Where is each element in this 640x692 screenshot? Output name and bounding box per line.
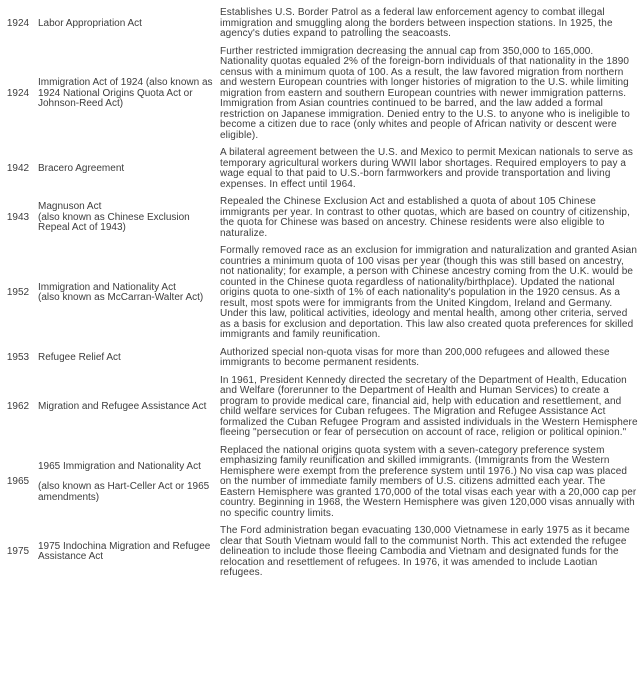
act-description: Establishes U.S. Border Patrol as a federal law enforcement agency to combat illegal immigration and smuggling along the borders between inspection stations. In 1925, the agency's duties expand to patrolling the seacoasts. <box>220 7 613 39</box>
act-description: Replaced the national origins quota system with a seven-category preference system emphasizing family reunification and skilled immigrants. (Immigrants from the Western Hemisphere were exempt from the preference system until 1976.) No visa cap was placed on the number of immediate family members of U.S. citizens admitted each year. The Eastern Hemisphere was granted 170,000 of the total visas each year with a 20,000 cap per country. Beginning in 1968, the Western Hemisphere was given 120,000 visas annually with no specific country limits. <box>220 444 637 519</box>
act-description: Authorized special non-quota visas for more than 200,000 refugees and allowed these immigrants to become permanent residents. <box>220 346 610 368</box>
act-name-cell <box>36 78 220 110</box>
year-label: 1962 <box>6 400 30 412</box>
act-description: A bilateral agreement between the U.S. and Mexico to permit Mexican nationals to serve as temporary agricultural workers during WWII labor shortages. Required employers to pay a wage equal to that paid to U.S.-born farmworkers and provide transportation and living expenses. In effect until 1964. <box>220 147 634 190</box>
act-alias: (also known as Hart-Celler Act or 1965 amendments) <box>38 481 210 503</box>
year-label: 1975 <box>6 546 30 557</box>
table-row <box>0 197 638 239</box>
year-label: 1952 <box>6 287 30 298</box>
year-label: 1942 <box>6 162 30 174</box>
year-label: 1953 <box>6 351 30 363</box>
act-name: Magnuson Act <box>38 201 102 213</box>
table-row <box>0 246 638 341</box>
table-row <box>0 376 638 439</box>
year-label: 1924 <box>6 17 30 29</box>
act-name-cell <box>36 283 220 304</box>
act-description: In 1961, President Kennedy directed the secretary of the Department of Health, Education and Welfare (forerunner to the Department of Health and Human Services) to create a program to provide medical care, financial aid, help with education and resettlement, and child welfare services for Cuban refugees. The Migration and Refugee Assistance Act formalized the Cuban Refugee Program and assisted individuals in the Western Hemisphere fleeing "persecution or fear of persecution on account of race, religion or political opinion." <box>220 374 638 438</box>
act-name: Refugee Relief Act <box>38 351 121 363</box>
year-label: 1943 <box>6 211 30 223</box>
act-description: Repealed the Chinese Exclusion Act and established a quota of about 105 Chinese immigrants per year. In contrast to other quotas, which are based on country of citizenship, the quota for Chinese was based on ancestry. Chinese residents were also eligible to naturalize. <box>220 196 630 239</box>
act-name-cell <box>36 19 220 30</box>
act-name: Labor Appropriation Act <box>38 17 142 29</box>
year-label: 1924 <box>6 87 30 99</box>
act-name: 1975 Indochina Migration and Refugee Assistance Act <box>38 540 211 563</box>
act-name: Migration and Refugee Assistance Act <box>38 400 207 412</box>
table-row <box>0 526 638 579</box>
act-description: Further restricted immigration decreasing the annual cap from 350,000 to 165,000. Nationality quotas equaled 2% of the foreign-born individuals of that nationality in the 1890 census with a minimum quota of 100. As a result, the law favored migration from northern and western European countries with longer histories of migration to the U.S. while limiting migration from eastern and southern European countries with newer immigration patterns. Immigration from Asian countries continued to be barred, and the law added a formal restriction on Japanese immigration. Denied entry to the U.S. to anyone who is ineligible to become a citizen due to race (only whites and people of African nativity or descent were eligible). <box>220 45 630 141</box>
year-label: 1965 <box>6 476 30 487</box>
act-name: Immigration and Nationality Act <box>38 281 176 293</box>
act-description: The Ford administration began evacuating 130,000 Vietnamese in early 1975 as it became clear that South Vietnam would fall to the communist North. This act extended the refugee delineation to include those fleeing Cambodia and Vietnam and designated funds for the relocation and resettlement of refugees. In 1976, it was amended to include Laotian refugees. <box>220 525 630 578</box>
table-row <box>0 47 638 142</box>
act-name: Bracero Agreement <box>38 162 125 174</box>
act-name: Immigration Act of 1924 (also known as 1924 National Origins Quota Act or Johnson-Reed Act) <box>38 77 213 109</box>
act-name-cell <box>36 202 220 234</box>
table-row <box>0 148 638 190</box>
act-name: 1965 Immigration and Nationality Act <box>38 460 201 472</box>
table-row <box>0 446 638 520</box>
act-alias: (also known as Chinese Exclusion Repeal Act of 1943) <box>38 211 190 234</box>
legislation-timeline-table <box>0 8 638 579</box>
act-name-cell <box>36 402 220 413</box>
act-name-cell <box>36 462 220 504</box>
act-description: Formally removed race as an exclusion for immigration and naturalization and granted Asian countries a minimum quota of 100 visas per year (though this was still based on ancestry, not nationality; for example, a person with Chinese ancestry coming from the U.K. would be counted in the Chinese quota regardless of nationality/birthplace). Updated the national origins quota to one-sixth of 1% of each nationality's population in the 1920 census. As a result, most spots were for immigrants from the United Kingdom, Ireland and Germany. Under this law, political activities, ideology and mental health, among other criteria, served as a basis for exclusion and deportation. This law also created quota preferences for skilled immigrants and family reunification. <box>220 245 637 340</box>
act-alias: (also known as McCarran-Walter Act) <box>38 292 204 304</box>
table-row <box>0 348 638 369</box>
table-row <box>0 8 638 40</box>
act-name-cell <box>36 542 220 563</box>
act-name-cell <box>36 353 220 364</box>
act-name-cell <box>36 164 220 175</box>
